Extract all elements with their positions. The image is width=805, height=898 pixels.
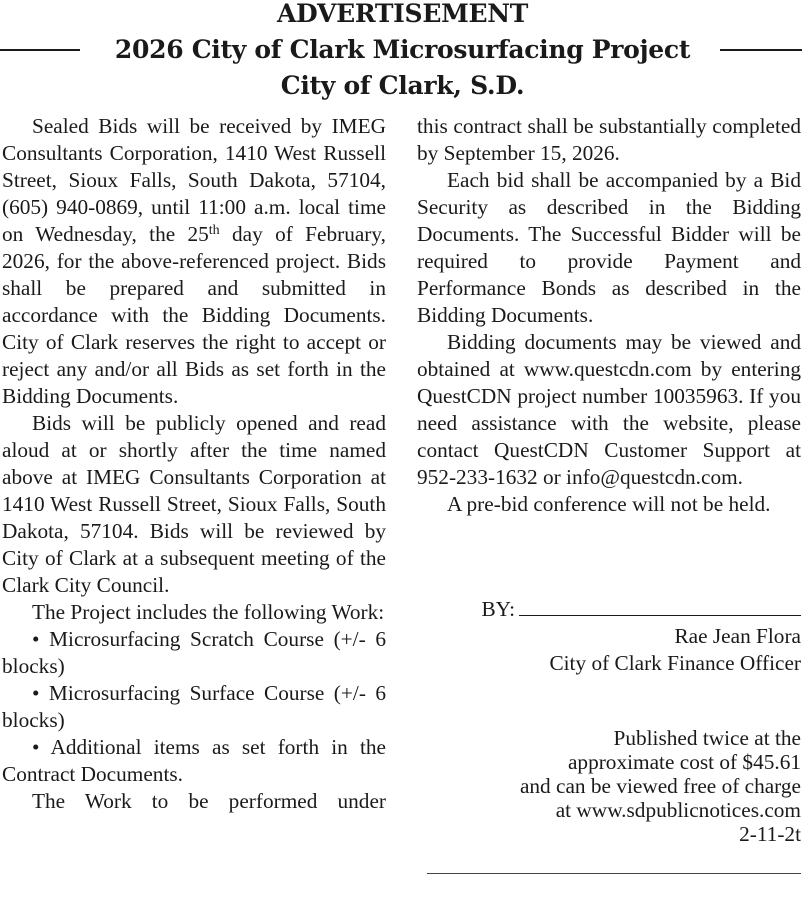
publication-info	[417, 726, 801, 846]
bottom-divider	[427, 873, 801, 874]
ordinal-suffix: th	[208, 223, 220, 238]
paragraph-bid-opening: Bids will be publicly opened and read aloud at or shortly after the time named above at IMEG Consultants Corporation at 1410 West Russell Street, Sioux Falls, South Dakota, 57104. Bids will be reviewed by City of Clark at a subsequent meeting of the Clark City Council.	[2, 411, 386, 597]
paragraph-text: Sealed Bids will be received by IMEG Consultants Corporation, 1410 West Russell Street, Sioux Falls, South Dakota, 57104, (605) 940-0869, until 11:00 a.m. local time on Wednesday, the 25	[2, 114, 386, 246]
notice-subtitle: City of Clark, S.D.	[280, 71, 525, 100]
publication-line: Published twice at the	[613, 726, 801, 750]
paragraph-pre-bid-conference: A pre-bid conference will not be held.	[447, 492, 771, 516]
work-item: • Microsurfacing Scratch Course (+/- 6 blocks)	[2, 627, 386, 678]
paragraph-bid-security: Each bid shall be accompanied by a Bid Security as described in the Bidding Documents. The Successful Bidder will be required to provide Payment and Performance Bonds as described in the Bidding Documents.	[417, 168, 801, 327]
publication-line: approximate cost of $45.61	[567, 750, 801, 774]
paragraph-project-work: The Project includes the following Work:	[32, 600, 385, 624]
work-item: • Microsurfacing Surface Course (+/- 6 blocks)	[2, 681, 386, 732]
right-column	[417, 113, 801, 518]
publication-line: at www.sdpublicnotices.com	[555, 798, 801, 822]
notice-title: 2026 City of Clark Microsurfacing Project	[114, 35, 691, 64]
left-column	[2, 113, 386, 815]
paragraph-completion-date: this contract shall be substantially completed by September 15, 2026.	[417, 114, 801, 165]
paragraph-text: day of February, 2026, for the above-referenced project. Bids shall be prepared and submitted in accordance with the Bidding Documents. City of Clark reserves the right to accept or reject any and/or all Bids as set forth in the Bidding Documents.	[2, 222, 386, 408]
signer-title: City of Clark Finance Officer	[549, 651, 801, 675]
signature-line	[417, 596, 801, 623]
by-label: BY:	[481, 597, 515, 621]
title-rule-right	[720, 49, 802, 51]
advertisement-label: ADVERTISEMENT	[276, 0, 529, 28]
publication-code: 2-11-2t	[739, 822, 801, 846]
publication-line: and can be viewed free of charge	[519, 774, 801, 798]
work-item: • Additional items as set forth in the Contract Documents.	[2, 735, 386, 786]
signature-blank	[519, 597, 801, 616]
paragraph-work-performed: The Work to be performed under	[32, 789, 386, 813]
signer-name: Rae Jean Flora	[674, 624, 801, 648]
paragraph-bidding-documents: Bidding documents may be viewed and obtained at www.questcdn.com by entering QuestCDN project number 10035963. If you need assistance with the website, please contact QuestCDN Customer Support at 952-233-1632 or info@questcdn.com.	[417, 330, 801, 489]
title-rule-left	[0, 49, 80, 51]
paragraph-sealed-bids	[2, 113, 386, 410]
